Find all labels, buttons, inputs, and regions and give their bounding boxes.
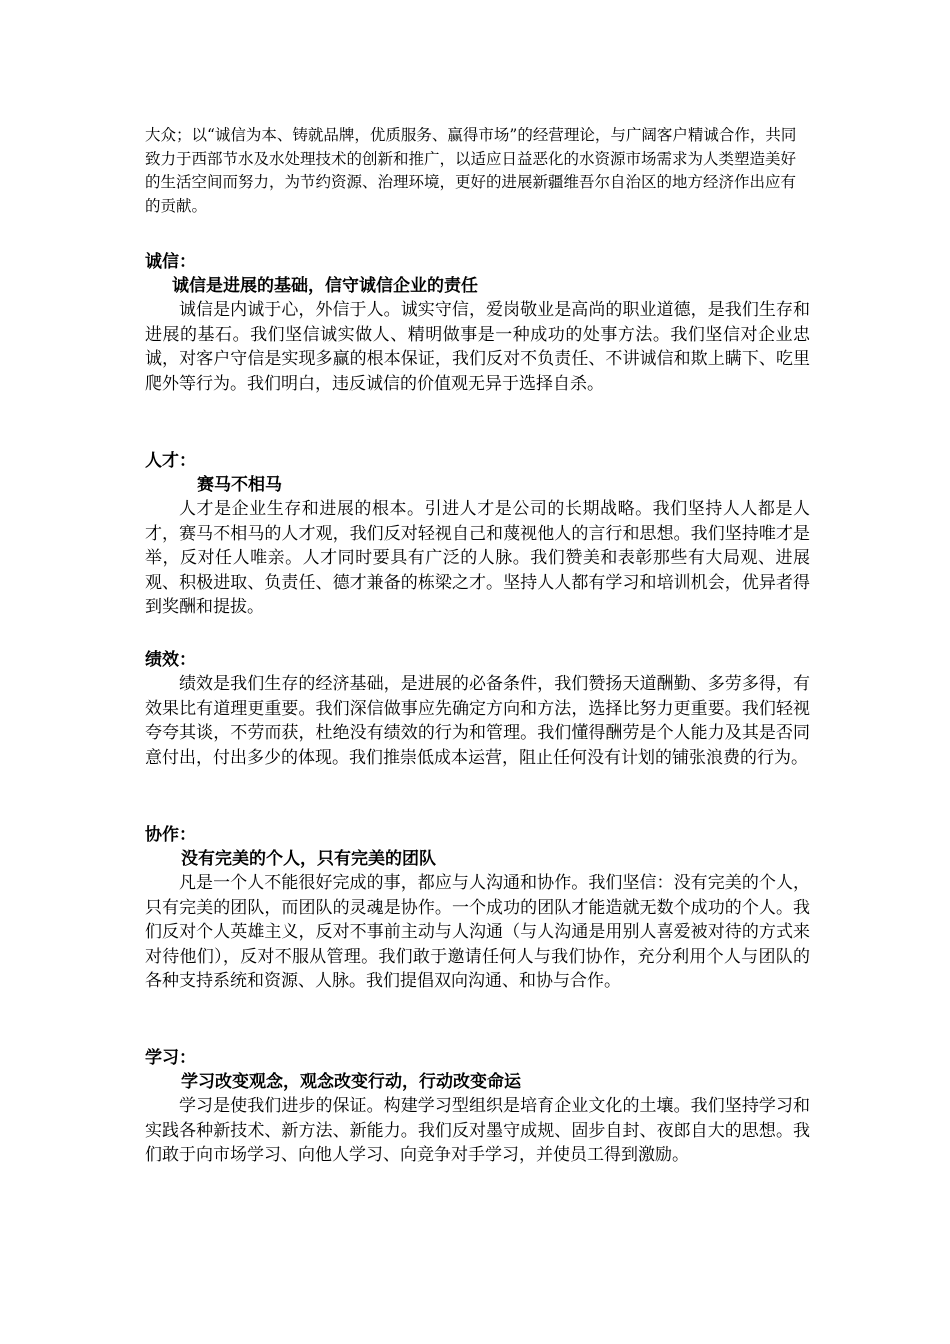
section-heading: 协作：: [145, 825, 196, 845]
section-heading: 人才：: [145, 451, 196, 471]
section-body: 绩效是我们生存的经济基础，是进展的必备条件，我们赞扬天道酬勤、多劳多得，有效果比有道理更重要。我们深信做事应先确定方向和方法，选择比努力更重要。我们轻视夸夸其谈，不劳而获，杜绝没有绩效的行为和管理。我们懂得酬劳是个人能力及其是否同意付出，付出多少的体现。我们推崇低成本运营，阻止任何没有计划的铺张浪费的行为。: [145, 674, 810, 768]
section-heading: 学习：: [145, 1048, 196, 1068]
section-performance: [145, 648, 810, 770]
section-subheading: 诚信是进展的基础，信守诚信企业的责任: [172, 276, 478, 296]
section-body: 学习是使我们进步的保证。构建学习型组织是培育企业文化的土壤。我们坚持学习和实践各种新技术、新方法、新能力。我们反对墨守成规、固步自封、夜郎自大的思想。我们敢于向市场学习、向他人学习、向竞争对手学习，并使员工得到激励。: [145, 1096, 810, 1166]
section-heading: 绩效：: [145, 650, 196, 670]
section-body: 诚信是内诚于心，外信于人。诚实守信，爱岗敬业是高尚的职业道德，是我们生存和进展的基石。我们坚信诚实做人、精明做事是一种成功的处事方法。我们坚信对企业忠诚，对客户守信是实现多赢的根本保证，我们反对不负责任、不讲诚信和欺上瞒下、吃里爬外等行为。我们明白，违反诚信的价值观无异于选择自杀。: [145, 300, 810, 394]
section-subheading: 赛马不相马: [197, 475, 282, 495]
section-body: 人才是企业生存和进展的根本。引进人才是公司的长期战略。我们坚持人人都是人才，赛马不相马的人才观，我们反对轻视自己和蔑视他人的言行和思想。我们坚持唯才是举，反对任人唯亲。人才同时要具有广泛的人脉。我们赞美和表彰那些有大局观、进展观、积极进取、负责任、德才兼备的栋梁之才。坚持人人都有学习和培训机会，优异者得到奖酬和提拔。: [145, 499, 810, 618]
section-integrity: [145, 250, 810, 396]
section-body: 凡是一个人不能很好完成的事，都应与人沟通和协作。我们坚信：没有完美的个人，只有完美的团队，而团队的灵魂是协作。一个成功的团队才能造就无数个成功的个人。我们反对个人英雄主义，反对不事前主动与人沟通（与人沟通是用别人喜爱被对待的方式来对待他们），反对不服从管理。我们敢于邀请任何人与我们协作，充分利用个人与团队的各种支持系统和资源、人脉。我们提倡双向沟通、和协与合作。: [145, 873, 810, 992]
section-learning: [145, 1046, 810, 1168]
section-subheading: 学习改变观念，观念改变行动，行动改变命运: [181, 1072, 521, 1092]
intro-paragraph: 大众；以“诚信为本、铸就品牌，优质服务、赢得市场”的经营理论，与广阔客户精诚合作，共同致力于西部节水及水处理技术的创新和推广，以适应日益恶化的水资源市场需求为人类塑造美好的生活空间而努力，为节约资源、治理环境，更好的进展新疆维吾尔自治区的地方经济作出应有的贡献。: [145, 126, 797, 215]
section-collaboration: [145, 823, 810, 994]
section-subheading: 没有完美的个人，只有完美的团队: [181, 849, 436, 869]
section-talent: [145, 449, 810, 620]
section-heading: 诚信：: [145, 252, 196, 272]
